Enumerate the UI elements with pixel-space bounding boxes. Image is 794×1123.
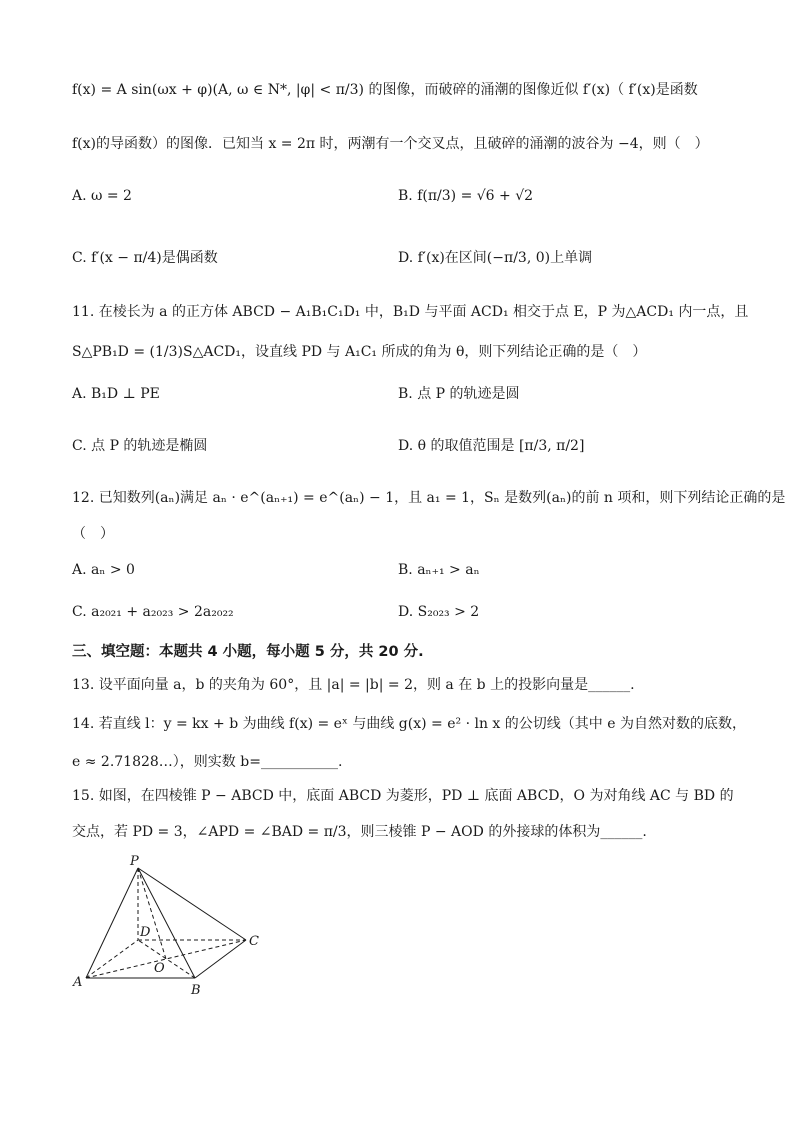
edge-PB xyxy=(138,868,195,978)
edge-AD xyxy=(86,940,138,978)
q12-option-b: B. aₙ₊₁ > aₙ xyxy=(398,562,480,578)
q10-option-d: D. f′(x)在区间(−π/3, 0)上单调 xyxy=(398,250,593,266)
label-D: D xyxy=(140,925,151,940)
q11-option-b: B. 点 P 的轨迹是圆 xyxy=(398,386,520,402)
section-heading-fill-in: 三、填空题：本题共 4 小题，每小题 5 分，共 20 分. xyxy=(72,644,424,660)
q14-line1: 14. 若直线 l：y = kx + b 为曲线 f(x) = eˣ 与曲线 g(x) = e² · ln x 的公切线（其中 e 为自然对数的底数， xyxy=(72,716,746,732)
label-O: O xyxy=(154,961,165,976)
label-P: P xyxy=(130,854,139,869)
q12-option-c: C. a₂₀₂₁ + a₂₀₂₃ > 2a₂₀₂₂ xyxy=(72,604,234,620)
diagonal-BD xyxy=(138,940,195,978)
q12-line1: 12. 已知数列(aₙ)满足 aₙ · e^(aₙ₊₁) = e^(aₙ) − 1，且 a₁ = 1，Sₙ 是数列(aₙ)的前 n 项和，则下列结论正确的是 xyxy=(72,490,786,506)
q10-option-b: B. f(π/3) = √6 + √2 xyxy=(398,188,534,204)
q12-line2: （ ） xyxy=(72,526,114,542)
label-A: A xyxy=(73,975,83,990)
q10-option-a: A. ω = 2 xyxy=(72,188,132,204)
q11-option-c: C. 点 P 的轨迹是椭圆 xyxy=(72,438,208,454)
q10-option-c: C. f′(x − π/4)是偶函数 xyxy=(72,250,218,266)
q10-line2: f(x)的导函数）的图像．已知当 x = 2π 时，两潮有一个交叉点，且破碎的涌潮的波谷为 −4，则（ ） xyxy=(72,136,709,152)
q15-line1: 15. 如图，在四棱锥 P − ABCD 中，底面 ABCD 为菱形，PD ⊥ 底面 ABCD，O 为对角线 AC 与 BD 的 xyxy=(72,788,734,804)
q10-line1: f(x) = A sin(ωx + φ)(A, ω ∈ N*, |φ| < π/3) 的图像，而破碎的涌潮的图像近似 f′(x)（ f′(x)是函数 xyxy=(72,82,698,98)
q15-line2: 交点，若 PD = 3，∠APD = ∠BAD = π/3，则三棱锥 P − AOD 的外接球的体积为______. xyxy=(72,824,647,840)
q13-text: 13. 设平面向量 a，b 的夹角为 60°，且 |a| = |b| = 2，则 a 在 b 上的投影向量是______. xyxy=(72,677,635,693)
edge-PA xyxy=(86,868,138,978)
q11-line1: 11. 在棱长为 a 的正方体 ABCD − A₁B₁C₁D₁ 中，B₁D 与平面 ACD₁ 相交于点 E，P 为△ACD₁ 内一点，且 xyxy=(72,304,749,320)
q12-option-d: D. S₂₀₂₃ > 2 xyxy=(398,604,480,620)
label-B: B xyxy=(191,983,201,998)
pyramid-figure xyxy=(68,852,278,1002)
label-C: C xyxy=(249,934,259,949)
q11-option-d: D. θ 的取值范围是 [π/3, π/2] xyxy=(398,438,585,454)
q14-line2: e ≈ 2.71828…），则实数 b=___________. xyxy=(72,754,343,770)
q11-option-a: A. B₁D ⊥ PE xyxy=(72,386,160,402)
q12-option-a: A. aₙ > 0 xyxy=(72,562,135,578)
q11-line2: S△PB₁D = (1/3)S△ACD₁，设直线 PD 与 A₁C₁ 所成的角为 θ，则下列结论正确的是（ ） xyxy=(72,344,647,360)
edge-PC xyxy=(138,868,246,940)
edge-BC xyxy=(195,940,246,978)
